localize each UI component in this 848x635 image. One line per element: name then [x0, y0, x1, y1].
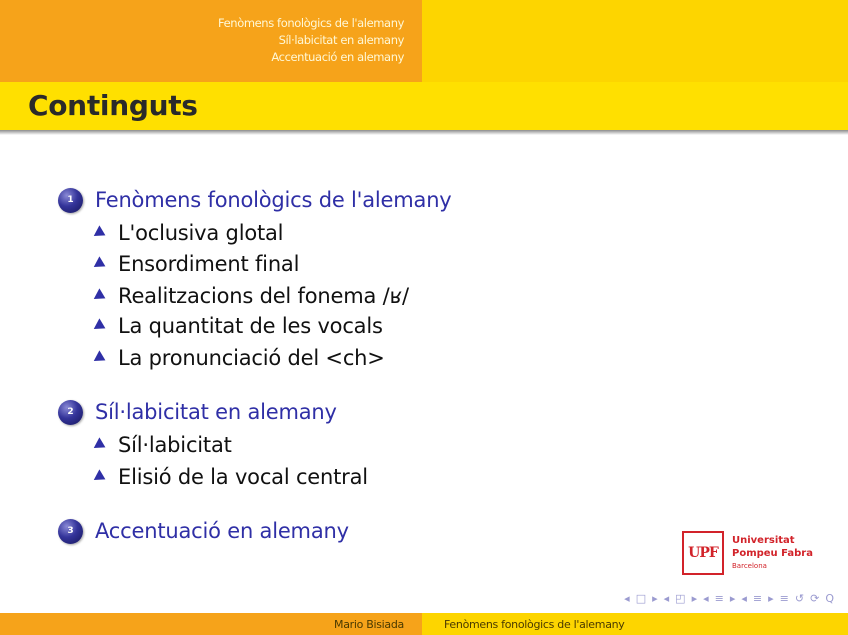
frame-title: Continguts: [28, 89, 198, 122]
toc-subsection[interactable]: [96, 282, 409, 310]
toc-section-2[interactable]: [58, 398, 337, 426]
bullet-arrow-icon: [94, 469, 108, 484]
toc-subsection-title[interactable]: Síl·labicitat: [118, 433, 232, 457]
toc-subsection[interactable]: [96, 312, 383, 340]
section-nav-item-2[interactable]: Síl·labicitat en alemany: [278, 33, 404, 47]
logo-line-3: Barcelona: [732, 561, 767, 570]
nav-subsection-prev-icon[interactable]: ◂: [663, 592, 670, 605]
section-number-ball: 3: [58, 519, 83, 544]
headline-bar: [0, 0, 848, 82]
toc-subsection[interactable]: [96, 431, 232, 459]
bullet-arrow-icon: [94, 318, 108, 333]
nav-section-prev-icon[interactable]: ◂: [703, 592, 709, 605]
toc-subsection-title[interactable]: Realitzacions del fonema /ʁ/: [118, 284, 409, 308]
toc-subsection[interactable]: [96, 250, 299, 278]
nav-doc-next-icon[interactable]: ▸: [768, 592, 774, 605]
section-number-ball: 2: [58, 400, 83, 425]
nav-appendix-icon[interactable]: ≡: [779, 592, 789, 605]
toc-subsection[interactable]: [96, 463, 368, 491]
nav-frame-icon[interactable]: □: [635, 592, 647, 605]
nav-frame-next-icon[interactable]: ▸: [652, 592, 658, 605]
title-bar-shadow: [0, 130, 848, 135]
bullet-arrow-icon: [94, 225, 108, 240]
bullet-arrow-icon: [94, 256, 108, 271]
nav-section-icon[interactable]: ≡: [714, 592, 724, 605]
footer-author: Mario Bisiada: [0, 613, 422, 635]
logo-line-2: Pompeu Fabra: [732, 547, 813, 559]
toc-subsection[interactable]: [96, 219, 283, 247]
footline: [0, 613, 848, 635]
section-number-ball: 1: [58, 188, 83, 213]
logo-text: [732, 534, 813, 573]
nav-forward-icon[interactable]: ⟳: [810, 592, 820, 605]
section-nav-item-3[interactable]: Accentuació en alemany: [271, 50, 404, 64]
toc-subsection-title[interactable]: Ensordiment final: [118, 252, 300, 276]
toc-section-title[interactable]: Síl·labicitat en alemany: [95, 400, 337, 424]
toc-section-3[interactable]: [58, 517, 349, 545]
toc-section-1[interactable]: [58, 186, 452, 214]
upf-logo-mark: UPF: [682, 531, 724, 575]
toc-section-title[interactable]: Accentuació en alemany: [95, 519, 349, 543]
bullet-arrow-icon: [94, 350, 108, 365]
section-navigation: [218, 15, 404, 66]
toc-subsection-title[interactable]: La pronunciació del <ch>: [118, 346, 385, 370]
nav-doc-prev-icon[interactable]: ◂: [741, 592, 747, 605]
bullet-arrow-icon: [94, 288, 108, 303]
nav-doc-icon[interactable]: ≡: [752, 592, 763, 605]
toc-subsection[interactable]: [96, 344, 385, 372]
beamer-navigation-symbols: [624, 592, 834, 605]
nav-subsection-next-icon[interactable]: ▸: [691, 592, 698, 605]
nav-search-icon[interactable]: Q: [825, 592, 834, 605]
university-logo: [682, 529, 814, 577]
bullet-arrow-icon: [94, 437, 108, 452]
toc-section-title[interactable]: Fenòmens fonològics de l'alemany: [95, 188, 452, 212]
section-nav-item-1[interactable]: Fenòmens fonològics de l'alemany: [218, 16, 404, 30]
toc-subsection-title[interactable]: L'oclusiva glotal: [118, 221, 284, 245]
toc-subsection-title[interactable]: Elisió de la vocal central: [118, 465, 368, 489]
nav-back-icon[interactable]: ↺: [794, 592, 805, 605]
toc-subsection-title[interactable]: La quantitat de les vocals: [118, 314, 383, 338]
headline-left-panel: [0, 0, 422, 82]
footer-short-title: Fenòmens fonològics de l'alemany: [422, 613, 848, 635]
nav-frame-prev-icon[interactable]: ◂: [624, 592, 630, 605]
nav-subsection-icon[interactable]: ◰: [675, 592, 686, 605]
nav-section-next-icon[interactable]: ▸: [729, 592, 736, 605]
logo-line-1: Universitat: [732, 534, 795, 546]
